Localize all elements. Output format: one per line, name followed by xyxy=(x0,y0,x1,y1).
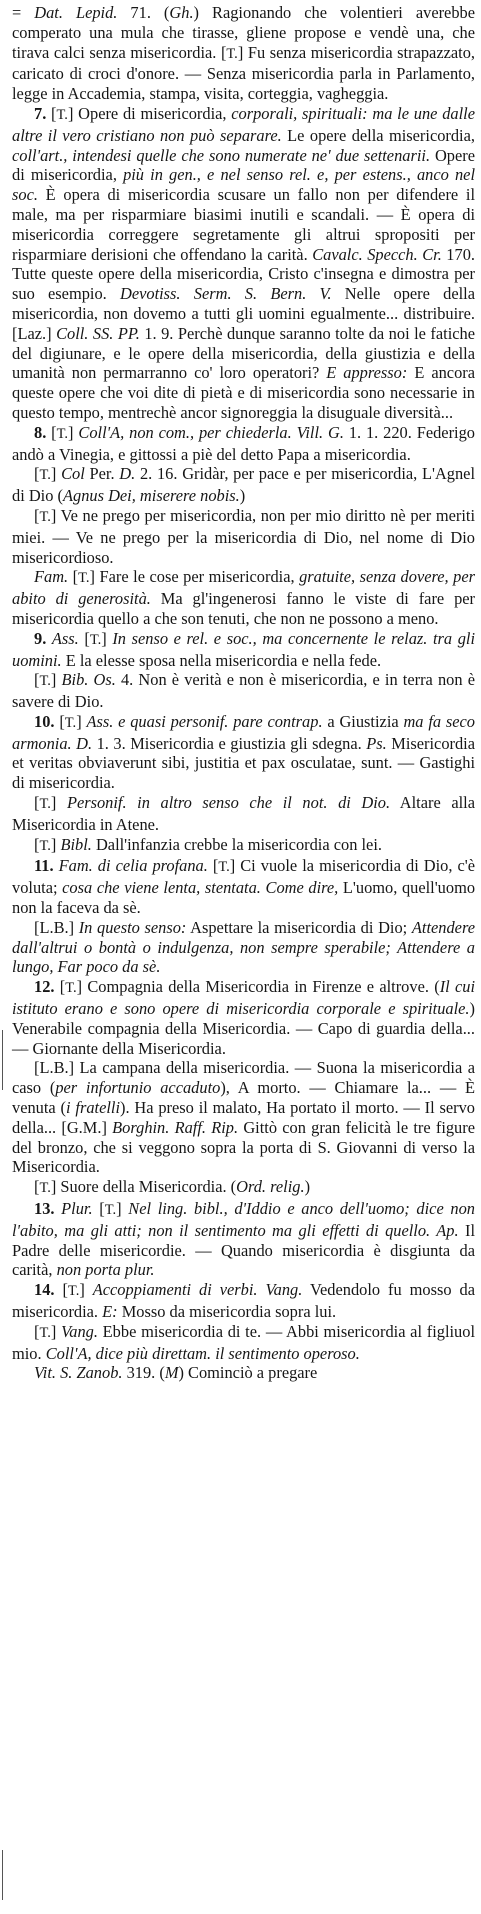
entry-text: 1. 9. Perchè dunque saranno tolte da noi le fatiche del digiunare, e le opere della misericordia, della giustizia e della umanità non permarranno co' loro operatori? xyxy=(12,323,475,383)
entry-paragraph xyxy=(12,464,475,506)
entry-text: Il Padre delle misericordie. — Quando misericordia è disgiunta da carità, xyxy=(12,1220,475,1280)
entry-paragraph xyxy=(12,567,475,628)
entry-text: ) Ragionando che volentieri averebbe comperato una mula che tirasse, gliene propose e vendè una, che tirava calci senza misericordia. [ xyxy=(12,3,475,62)
entry-text: L'uomo, quell'uomo non la faceva da sè. xyxy=(12,878,476,918)
entry-text: Borghin. Raff. Rip. xyxy=(112,1117,239,1137)
entry-text: [L.B.] xyxy=(34,917,79,937)
entry-text: Misericordia et veritas obviaverunt sibi, justitia et pax osculatae, sunt. — Gastighi di misericordia. xyxy=(12,733,475,793)
entry-text: Il cui istituto erano e sono opere di misericordia corporale e spirituale. xyxy=(12,977,475,1019)
editor-tag: T. xyxy=(104,1202,117,1219)
entry-text: [ xyxy=(46,103,57,123)
entry-text: ] Compagnia della Misericordia in Firenze e altrove. ( xyxy=(76,977,440,997)
entry-text: ma fa seco armonia. D. xyxy=(12,711,476,753)
entry-text: D. xyxy=(119,464,136,484)
entry-text: Gh. xyxy=(169,3,194,22)
entry-text: Accoppiamenti di verbi. Vang. xyxy=(92,1280,303,1300)
entry-text: ) Cominciò a pregare xyxy=(178,1363,318,1383)
margin-rule xyxy=(2,1850,3,1900)
sense-number: 14. xyxy=(34,1280,55,1300)
entry-text: Mosso da misericordia sopra lui. xyxy=(117,1302,337,1321)
entry-paragraph xyxy=(12,670,475,712)
entry-paragraph xyxy=(12,793,475,835)
entry-text: Coll. SS. PP. xyxy=(56,323,140,343)
editor-tag: T. xyxy=(67,1283,80,1300)
entry-text: [ xyxy=(34,793,40,813)
entry-text: non porta plur. xyxy=(56,1260,155,1280)
entry-text: E: xyxy=(102,1302,118,1321)
entry-text: [ xyxy=(54,711,65,731)
entry-text: [ xyxy=(34,505,40,525)
editor-tag: T. xyxy=(39,467,51,484)
entry-text: 1. 3. Misericordia e giustizia gli sdegna. xyxy=(92,733,367,753)
entry-text: ) Venerabile compagnia della Misericordia. — Capo di guardia della... — Giornante della Misericordia. xyxy=(12,999,475,1058)
entry-paragraph xyxy=(12,629,475,671)
editor-tag: T. xyxy=(65,980,77,997)
entry-text: [ xyxy=(54,977,66,997)
editor-tag: T. xyxy=(39,673,51,690)
entry-text: Fam. di celia profana. xyxy=(58,856,208,876)
editor-tag: T. xyxy=(218,859,230,876)
entry-text: 170. Tutte queste opere della misericordia, Cristo c'insegna e dimostra per suo esempio. xyxy=(12,244,475,304)
entry-text: Col xyxy=(61,464,85,484)
entry-text: [L.B.] La campana della misericordia. — Suona la misericordia a caso ( xyxy=(12,1058,475,1098)
entry-paragraph xyxy=(12,1177,475,1199)
entry-text: [ xyxy=(54,1280,68,1300)
entry-text: 2. 16. Gridàr, per pace e per misericordia, L'Agnel di Dio ( xyxy=(12,464,475,506)
sense-number: 10. xyxy=(34,711,55,731)
editor-tag: T. xyxy=(56,106,68,123)
entry-text: Agnus Dei, miserere nobis. xyxy=(63,486,240,506)
entry-text: ] Ve ne prego per misericordia, non per mio diritto nè per meriti miei. — Ve ne prego per la misericordia di Dio, nel nome di Dio misericordioso. xyxy=(12,505,475,567)
editor-tag: T. xyxy=(39,1324,51,1341)
entry-paragraph xyxy=(12,918,475,977)
entry-text: ] xyxy=(50,670,62,690)
entry-text: ] Suore della Misericordia. ( xyxy=(50,1177,237,1197)
entry-text: ). Ha preso il malato, Ha portato il morto. — Il servo della... [G.M.] xyxy=(12,1098,475,1137)
entry-text: Vang. xyxy=(61,1321,98,1341)
entry-text: 4. Non è verità e non è misericordia, e in terra non è savere di Dio. xyxy=(12,670,475,712)
entry-text: Ord. relig. xyxy=(236,1177,305,1197)
entry-text: Aspettare la misericordia di Dio; xyxy=(186,917,412,937)
entry-text: Le opere della misericordia, xyxy=(281,125,475,145)
entry-text: [ xyxy=(46,422,57,442)
entry-text: ] xyxy=(50,464,62,484)
sense-number: 13. xyxy=(34,1199,55,1219)
entry-text: M xyxy=(164,1363,179,1383)
entry-text: E ancora queste opere che voi dite di pietà e di misericordia sono necessarie in questo tempo, mentrechè ancor signoreggia la disuguale diversità... xyxy=(12,363,475,422)
entry-text: 1. 1. 220. Federigo andò a Vinegia, e gittossi a piè del detto Papa a misericordia. xyxy=(12,422,475,464)
entry-text: ] xyxy=(79,1280,93,1300)
entry-text: Gittò con gran felicità le tre figure del bronzo, che si veggono sopra la porta di S. Giovanni di verso la Misericordia. xyxy=(12,1117,475,1177)
entry-column xyxy=(12,3,475,1383)
entry-text: È opera di misericordia scusare un fallo non per difendere il male, ma per risparmiare biasimi inutili e scandali. — È opera di misericordia correggere segretamente gli altrui spropositi per risparmiare derisioni che offendano la carità. xyxy=(12,185,475,264)
entry-paragraph xyxy=(12,1058,475,1177)
entry-text: Per. xyxy=(84,464,120,484)
entry-text: Bibl. xyxy=(60,834,92,854)
entry-text: Ebbe misericordia di te. — Abbi misericordia al figliuol mio. xyxy=(12,1321,475,1363)
entry-text: Altare alla Misericordia in Atene. xyxy=(12,793,475,834)
entry-text: In questo senso: xyxy=(78,917,187,937)
entry-text: ), A morto. — Chiamare la... — È venuta ( xyxy=(12,1078,475,1118)
entry-text: [ xyxy=(207,856,219,876)
entry-text: ) xyxy=(304,1177,311,1197)
entry-text: Nelle opere della misericordia, non dovemo a tutti gli uomini egualmente... distribuire. [Laz.] xyxy=(12,284,476,343)
editor-tag: T. xyxy=(89,631,102,648)
entry-text: Opere di misericordia, xyxy=(12,145,475,185)
entry-text: Fam. xyxy=(34,567,69,587)
entry-text: a Giustizia xyxy=(322,711,404,731)
entry-text: ] xyxy=(76,711,87,731)
entry-text: Ma gl'ingenerosi fanno le viste di fare per misericordia quello a che son tenuti, che non ne possono a meno. xyxy=(12,589,475,628)
entry-text: Ps. xyxy=(366,733,387,753)
entry-text: Personif. in altro senso che il not. di Dio. xyxy=(66,793,391,813)
entry-text: gratuite, senza dovere, per abito di generosità. xyxy=(12,567,475,609)
entry-text: ] xyxy=(101,628,113,648)
entry-paragraph xyxy=(12,856,475,917)
entry-text: 71. ( xyxy=(117,3,170,22)
entry-text: In senso e rel. e soc., ma concernente le relaz. tra gli uomini. xyxy=(12,628,476,670)
editor-tag: T. xyxy=(39,837,51,854)
entry-text: Vedendolo fu mosso da misericordia. xyxy=(12,1280,475,1321)
entry-text: coll'art., intendesi quelle che sono numerate ne' due settenarii. xyxy=(12,145,431,165)
entry-text: [ xyxy=(34,834,40,854)
entry-text: ] Ci vuole la misericordia di Dio, c'è voluta; xyxy=(12,856,476,898)
entry-text: cosa che viene lenta, stentata. Come dire, xyxy=(62,878,339,898)
editor-tag: T. xyxy=(78,570,90,587)
entry-text: per infortunio accaduto xyxy=(55,1078,221,1098)
entry-text: Vit. S. Zanob. xyxy=(34,1363,123,1383)
editor-tag: T. xyxy=(226,45,238,62)
entry-paragraph xyxy=(12,1322,475,1364)
entry-text: ] xyxy=(68,422,79,442)
entry-text: i fratelli xyxy=(66,1098,121,1118)
entry-paragraph xyxy=(12,423,475,465)
entry-text: Plur. xyxy=(61,1199,93,1219)
entry-paragraph xyxy=(12,1280,475,1322)
entry-text: ] xyxy=(116,1199,129,1219)
editor-tag: T. xyxy=(39,1180,51,1197)
entry-text: [ xyxy=(68,567,79,587)
entry-text: [ xyxy=(34,464,40,484)
editor-tag: T. xyxy=(56,425,69,442)
entry-text: ] xyxy=(50,834,61,854)
entry-text: Attendere dall'altrui o bontà o indulgenza, non sempre sperabile; Attendere a lungo, Far poco da sè. xyxy=(12,917,475,977)
entry-text: Bib. Os. xyxy=(61,670,116,690)
entry-text: Devotiss. Serm. S. Bern. V. xyxy=(119,284,332,304)
entry-text: ] Fare le cose per misericordia, xyxy=(89,567,300,587)
entry-text: ] xyxy=(50,793,67,813)
entry-text: Ass. xyxy=(51,628,79,648)
entry-text: Cavalc. Specch. Cr. xyxy=(312,244,442,264)
entry-text: Coll'A, dice più direttam. il sentimento operoso. xyxy=(45,1343,360,1363)
editor-tag: T. xyxy=(64,714,77,731)
entry-text: [ xyxy=(92,1199,105,1219)
sense-number: 12. xyxy=(34,977,55,997)
entry-paragraph xyxy=(12,506,475,567)
entry-text: [ xyxy=(34,1177,40,1197)
entry-text: E la elesse sposa nella misericordia e nella fede. xyxy=(61,650,382,670)
entry-paragraph xyxy=(12,835,475,857)
entry-text: [ xyxy=(78,628,90,648)
entry-text: ) xyxy=(239,486,246,506)
entry-paragraph xyxy=(12,977,475,1058)
entry-paragraph xyxy=(12,104,475,423)
entry-text: più in gen., e nel senso rel. e, per estens., anco nel soc. xyxy=(12,165,475,205)
entry-text: ] xyxy=(50,1321,62,1341)
entry-text: corporali, spirituali: ma le une dalle altre il vero cristiano non può separare. xyxy=(12,103,475,145)
entry-text: E appresso: xyxy=(326,363,408,383)
sense-number: 9. xyxy=(34,628,47,648)
entry-text: 319. ( xyxy=(122,1363,165,1383)
margin-rule xyxy=(2,1030,3,1090)
entry-text: Coll'A, non com., per chiederla. Vill. G. xyxy=(78,422,344,442)
entry-text: Dall'infanzia crebbe la misericordia con lei. xyxy=(91,834,382,854)
entry-text: Dat. Lepid. xyxy=(34,3,118,22)
entry-text: ] Fu senza misericordia strapazzato, caricato di croci d'onore. — Senza misericordia parla in Parlamento, legge in Accademia, stampa, visita, corteggia, vagheggia. xyxy=(12,42,475,104)
editor-tag: T. xyxy=(39,796,51,813)
entry-text: [ xyxy=(34,1321,40,1341)
entry-paragraph xyxy=(12,3,475,104)
editor-tag: T. xyxy=(39,508,51,525)
entry-paragraph xyxy=(12,712,475,793)
entry-text: ] Opere di misericordia, xyxy=(67,103,232,123)
sense-number: 11. xyxy=(34,856,54,876)
entry-text: [ xyxy=(34,670,40,690)
sense-number: 7. xyxy=(34,103,47,123)
entry-paragraph xyxy=(12,1363,475,1383)
entry-text: Ass. e quasi personif. pare contrap. xyxy=(86,711,323,731)
entry-paragraph xyxy=(12,1199,475,1280)
entry-text: = xyxy=(12,3,35,22)
sense-number: 8. xyxy=(34,422,47,442)
entry-text: Nel ling. bibl., d'Iddio e anco dell'uomo; dice non l'abito, ma gli atti; non il sentimento ma gli effetti di quello. Ap. xyxy=(12,1199,475,1240)
